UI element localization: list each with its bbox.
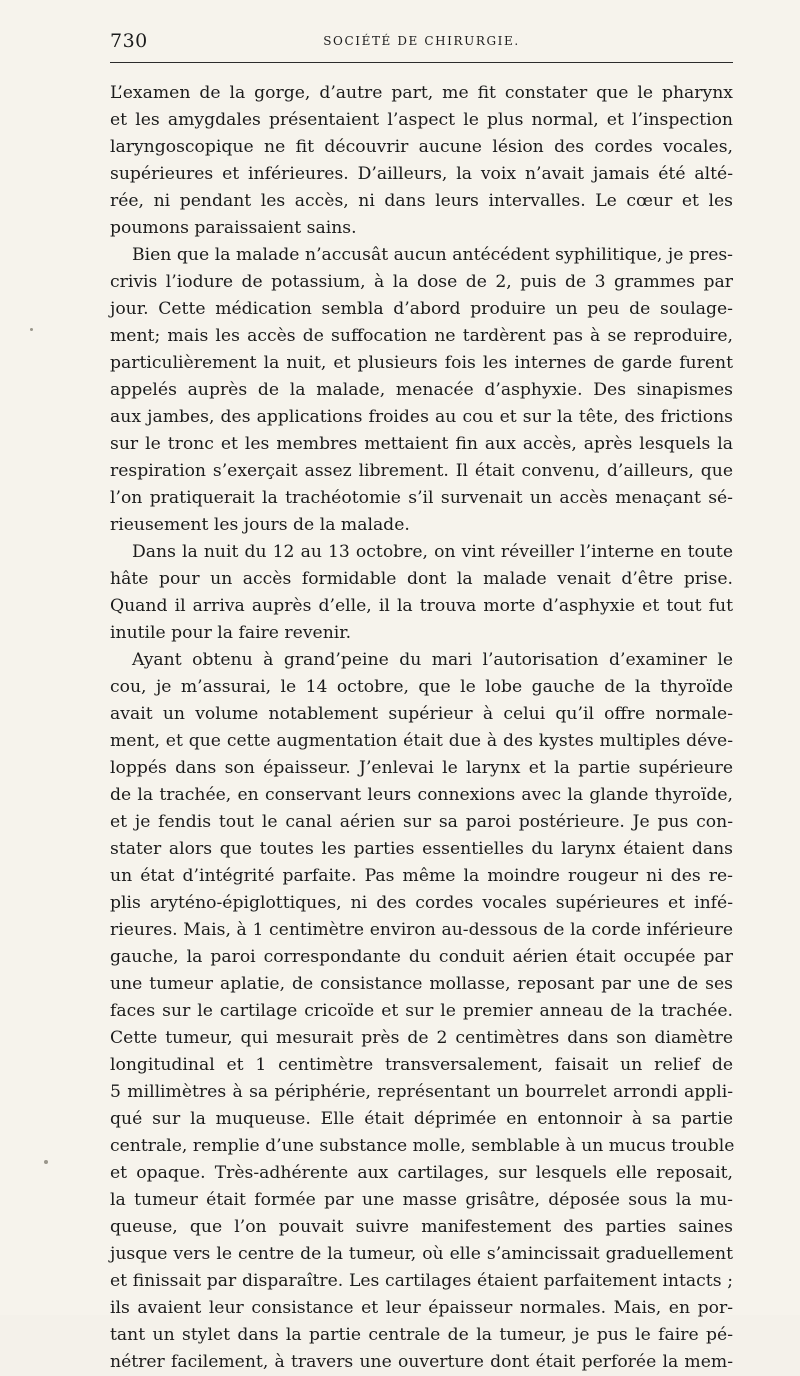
text-line: et finissait par disparaître. Les cartilages étaient parfaitement intacts ;	[110, 1271, 733, 1291]
page-number: 730	[110, 30, 148, 52]
text-line: et les amygdales présentaient l’aspect le plus normal, et l’inspection	[110, 110, 733, 130]
scan-speck	[30, 328, 33, 331]
text-line: la tumeur était formée par une masse grisâtre, déposée sous la mu-	[110, 1190, 733, 1210]
header-rule	[110, 62, 733, 63]
text-line: l’on pratiquerait la trachéotomie s’il survenait un accès menaçant sé-	[110, 488, 733, 508]
text-line: crivis l’iodure de potassium, à la dose de 2, puis de 3 grammes par	[110, 272, 733, 292]
text-line: cou, je m’assurai, le 14 octobre, que le lobe gauche de la thyroïde	[110, 677, 733, 697]
text-line: un état d’intégrité parfaite. Pas même la moindre rougeur ni des re-	[110, 866, 733, 886]
text-line: Dans la nuit du 12 au 13 octobre, on vint réveiller l’interne en toute	[132, 542, 733, 562]
scan-speck	[44, 1160, 48, 1164]
text-line: plis aryténo-épiglottiques, ni des cordes vocales supérieures et infé-	[110, 893, 733, 913]
text-line: Ayant obtenu à grand’peine du mari l’autorisation d’examiner le	[132, 650, 733, 670]
text-line: centrale, remplie d’une substance molle, semblable à un mucus trouble	[110, 1136, 735, 1156]
text-line: appelés auprès de la malade, menacée d’asphyxie. Des sinapismes	[110, 380, 733, 400]
text-line: 5 millimètres à sa périphérie, représentant un bourrelet arrondi appli-	[110, 1082, 733, 1102]
text-line: Quand il arriva auprès d’elle, il la trouva morte d’asphyxie et tout fut	[110, 596, 733, 616]
text-line: nétrer facilement, à travers une ouverture dont était perforée la mem-	[110, 1352, 733, 1372]
text-line: sur le tronc et les membres mettaient fin aux accès, après lesquels la	[110, 434, 733, 454]
text-line: supérieures et inférieures. D’ailleurs, la voix n’avait jamais été alté-	[110, 164, 733, 184]
text-line: rieures. Mais, à 1 centimètre environ au-dessous de la corde inférieure	[110, 920, 733, 940]
text-line: hâte pour un accès formidable dont la malade venait d’être prise.	[110, 569, 733, 589]
text-line: et je fendis tout le canal aérien sur sa paroi postérieure. Je pus con-	[110, 812, 733, 832]
body-text	[110, 80, 733, 1376]
text-line: Cette tumeur, qui mesurait près de 2 centimètres dans son diamètre	[110, 1028, 733, 1048]
text-line: L’examen de la gorge, d’autre part, me fit constater que le pharynx	[110, 83, 733, 103]
running-head	[110, 28, 733, 60]
text-line: jusque vers le centre de la tumeur, où elle s’amincissait graduellement	[110, 1244, 733, 1264]
text-line: poumons paraissaient sains.	[110, 218, 357, 238]
text-line: qué sur la muqueuse. Elle était déprimée en entonnoir à sa partie	[110, 1109, 733, 1129]
text-line: loppés dans son épaisseur. J’enlevai le larynx et la partie supérieure	[110, 758, 733, 778]
text-line: aux jambes, des applications froides au cou et sur la tête, des frictions	[110, 407, 733, 427]
text-line: rée, ni pendant les accès, ni dans leurs intervalles. Le cœur et les	[110, 191, 733, 211]
text-line: rieusement les jours de la malade.	[110, 515, 410, 535]
text-line: tant un stylet dans la partie centrale de la tumeur, je pus le faire pé-	[110, 1325, 733, 1345]
text-line: stater alors que toutes les parties essentielles du larynx étaient dans	[110, 839, 733, 859]
text-line: faces sur le cartilage cricoïde et sur le premier anneau de la trachée.	[110, 1001, 733, 1021]
text-line: avait un volume notablement supérieur à celui qu’il offre normale-	[110, 704, 733, 724]
text-line: laryngoscopique ne fit découvrir aucune lésion des cordes vocales,	[110, 137, 733, 157]
text-line: ils avaient leur consistance et leur épaisseur normales. Mais, en por-	[110, 1298, 733, 1318]
text-line: particulièrement la nuit, et plusieurs fois les internes de garde furent	[110, 353, 733, 373]
text-line: et opaque. Très-adhérente aux cartilages, sur lesquels elle reposait,	[110, 1163, 733, 1183]
running-title: SOCIÉTÉ DE CHIRURGIE.	[323, 34, 520, 48]
text-line: ment; mais les accès de suffocation ne tardèrent pas à se reproduire,	[110, 326, 733, 346]
text-line: Bien que la malade n’accusât aucun antécédent syphilitique, je pres-	[132, 245, 733, 265]
text-line: inutile pour la faire revenir.	[110, 623, 352, 643]
text-line: ment, et que cette augmentation était due à des kystes multiples déve-	[110, 731, 733, 751]
text-line: jour. Cette médication sembla d’abord produire un peu de soulage-	[110, 299, 733, 319]
text-line: longitudinal et 1 centimètre transversalement, faisait un relief de	[110, 1055, 733, 1075]
text-line: respiration s’exerçait assez librement. Il était convenu, d’ailleurs, que	[110, 461, 733, 481]
text-line: de la trachée, en conservant leurs connexions avec la glande thyroïde,	[110, 785, 733, 805]
text-line: queuse, que l’on pouvait suivre manifestement des parties saines	[110, 1217, 733, 1237]
text-line: une tumeur aplatie, de consistance mollasse, reposant par une de ses	[110, 974, 733, 994]
text-line: gauche, la paroi correspondante du conduit aérien était occupée par	[110, 947, 733, 967]
